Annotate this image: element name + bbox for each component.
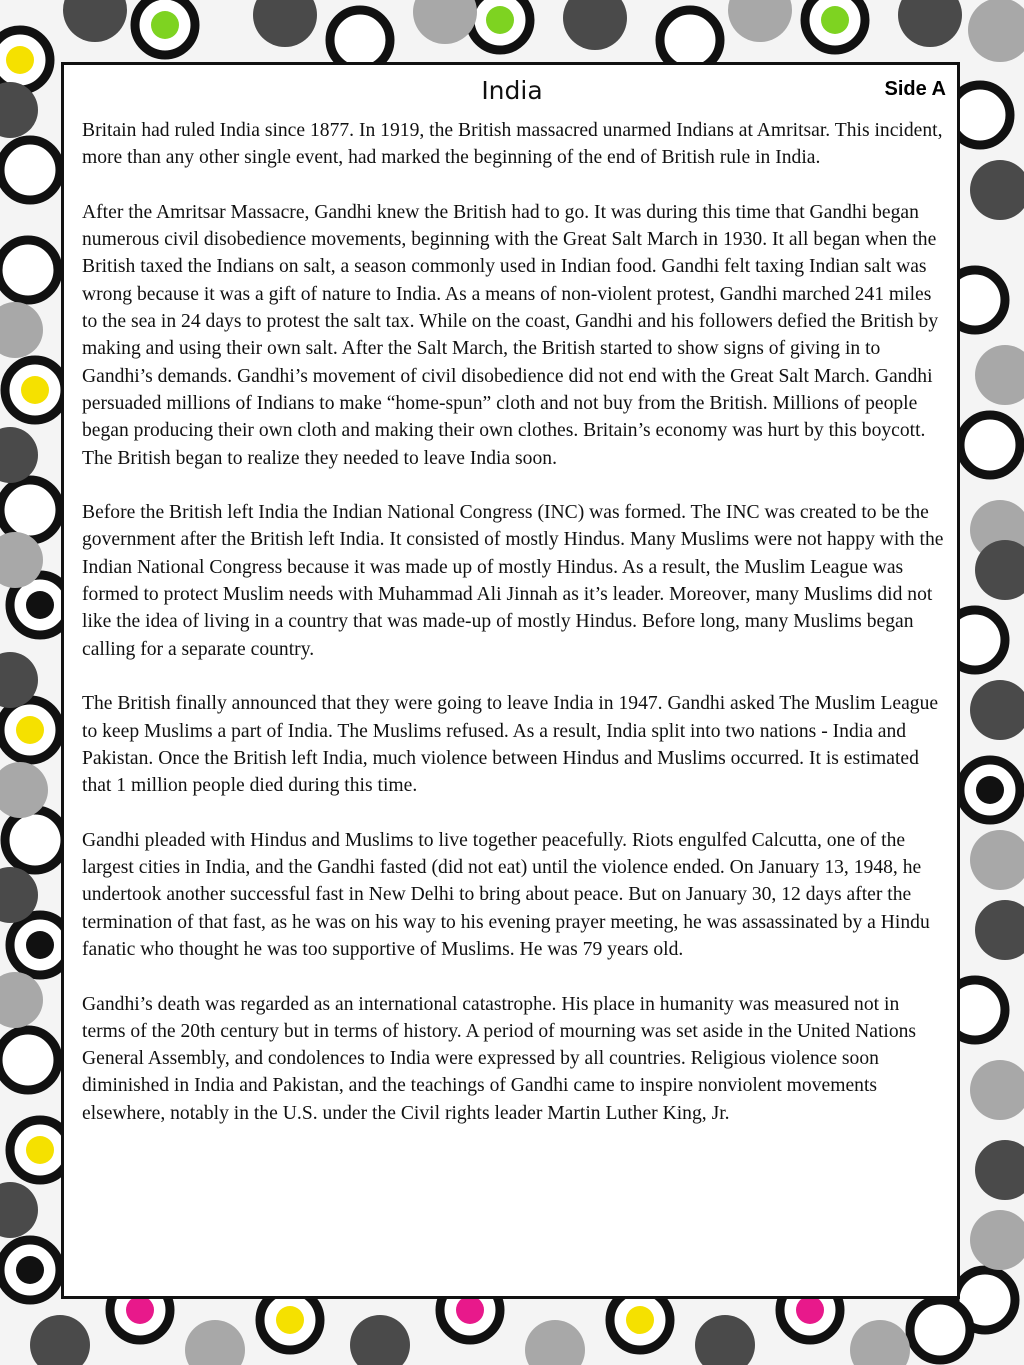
ring-dot bbox=[0, 1030, 58, 1090]
ring-dot bbox=[660, 10, 720, 70]
center-dot bbox=[796, 1296, 824, 1324]
ring-dot bbox=[0, 140, 60, 200]
gray-dot bbox=[850, 1320, 910, 1365]
paragraph-1: Britain had ruled India since 1877. In 1919, the British massacred unarmed Indians at Amritsar. This incident, more than any other single event, had marked the beginning of the end of British rule in India. bbox=[82, 120, 943, 169]
ring-dot bbox=[0, 240, 58, 300]
paragraph-6: Gandhi’s death was regarded as an international catastrophe. His place in humanity was measured not in terms of the 20th century but in terms of history. A period of mourning was set aside in the United Nations General Assembly, and condolences to India were expressed by all countries. Religious violence soon diminished in India and Pakistan, and the teachings of Gandhi came to inspire nonviolent movements elsewhere, notably in the U.S. under the Civil rights leader Martin Luther King, Jr. bbox=[82, 993, 917, 1124]
gray-dot bbox=[0, 1182, 38, 1238]
gray-dot bbox=[413, 0, 477, 44]
center-dot bbox=[21, 376, 49, 404]
paragraph-2: After the Amritsar Massacre, Gandhi knew the British had to go. It was during this time that Gandhi began numerous civil disobedience movements, beginning with the Great Salt March in 1930. It all began when the British taxed the Indians on salt, a season commonly used in Indian food. Gandhi felt taxing Indian salt was wrong because it was a gift of nature to India. As a means of non-violent protest, Gandhi marched 241 miles to the sea in 24 days to protest the salt tax. While on the coast, Gandhi and his followers defied the British by making and using their own salt. After the Salt March, the British started to show signs of giving in to Gandhi’s demands. Gandhi’s movement of civil disobedience did not end with the Great Salt March. Gandhi persuaded millions of Indians to make “home-spun” cloth and not buy from the British. Millions of people began producing their own cloth and making their own clothes. Britain’s economy was hurt by this boycott. The British began to realize they needed to leave India soon. bbox=[82, 201, 939, 469]
gray-dot bbox=[563, 0, 627, 50]
article-body bbox=[82, 117, 944, 1154]
gray-dot bbox=[253, 0, 317, 47]
side-label: Side A bbox=[884, 78, 946, 100]
gray-dot bbox=[968, 0, 1024, 62]
center-dot bbox=[26, 1136, 54, 1164]
center-dot bbox=[976, 776, 1004, 804]
center-dot bbox=[6, 46, 34, 74]
gray-dot bbox=[970, 160, 1024, 220]
gray-dot bbox=[970, 1060, 1024, 1120]
gray-dot bbox=[525, 1320, 585, 1365]
gray-dot bbox=[63, 0, 127, 42]
paragraph-4: The British finally announced that they were going to leave India in 1947. Gandhi asked The Muslim League to keep Muslims a part of India. The Muslims refused. As a result, India split into two nations - India and Pakistan. Once the British left India, much violence between Hindus and Muslims occurred. It is estimated that 1 million people died during this time. bbox=[82, 693, 939, 797]
gray-dot bbox=[728, 0, 792, 42]
gray-dot bbox=[0, 302, 43, 358]
center-dot bbox=[16, 1256, 44, 1284]
center-dot bbox=[151, 11, 179, 39]
ring-dot bbox=[910, 1300, 970, 1360]
center-dot bbox=[16, 716, 44, 744]
ring-dot bbox=[5, 810, 65, 870]
ring-dot bbox=[0, 480, 60, 540]
ring-dot bbox=[960, 415, 1020, 475]
center-dot bbox=[126, 1296, 154, 1324]
center-dot bbox=[26, 931, 54, 959]
gray-dot bbox=[970, 680, 1024, 740]
center-dot bbox=[626, 1306, 654, 1334]
gray-dot bbox=[970, 830, 1024, 890]
gray-dot bbox=[0, 972, 43, 1028]
gray-dot bbox=[975, 1140, 1024, 1200]
center-dot bbox=[26, 591, 54, 619]
center-dot bbox=[821, 6, 849, 34]
center-dot bbox=[456, 1296, 484, 1324]
center-dot bbox=[486, 6, 514, 34]
paragraph-5: Gandhi pleaded with Hindus and Muslims to live together peacefully. Riots engulfed Calcutta, one of the largest cities in India, and the Gandhi fasted (did not eat) until the violence ended. On January 13, 1948, he undertook another successful fast in New Delhi to bring about peace. But on January 30, 12 days after the termination of that fast, as he was on his way to his evening prayer meeting, he was assassinated by a Hindu fanatic who thought he was too supportive of Muslims. He was 79 years old. bbox=[82, 829, 930, 960]
paragraph-3: Before the British left India the Indian National Congress (INC) was formed. The INC was created to be the government after the British left India. It consisted of mostly Hindus. Many Muslims were not happy with the Indian National Congress because it was made up of mostly Hindus. As a result, the Muslim League was formed to protect Muslim needs with Muhammad Ali Jinnah as it’s leader. Moreover, many Muslims did not like the idea of living in a country that was made-up of mostly Hindus. Before long, many Muslims began calling for a separate country. bbox=[82, 502, 944, 660]
gray-dot bbox=[0, 427, 38, 483]
gray-dot bbox=[975, 900, 1024, 960]
gray-dot bbox=[898, 0, 962, 47]
gray-dot bbox=[30, 1315, 90, 1365]
gray-dot bbox=[975, 345, 1024, 405]
page-title: India bbox=[481, 76, 543, 105]
gray-dot bbox=[970, 1210, 1024, 1270]
gray-dot bbox=[350, 1315, 410, 1365]
ring-dot bbox=[330, 10, 390, 70]
gray-dot bbox=[695, 1315, 755, 1365]
gray-dot bbox=[185, 1320, 245, 1365]
center-dot bbox=[276, 1306, 304, 1334]
